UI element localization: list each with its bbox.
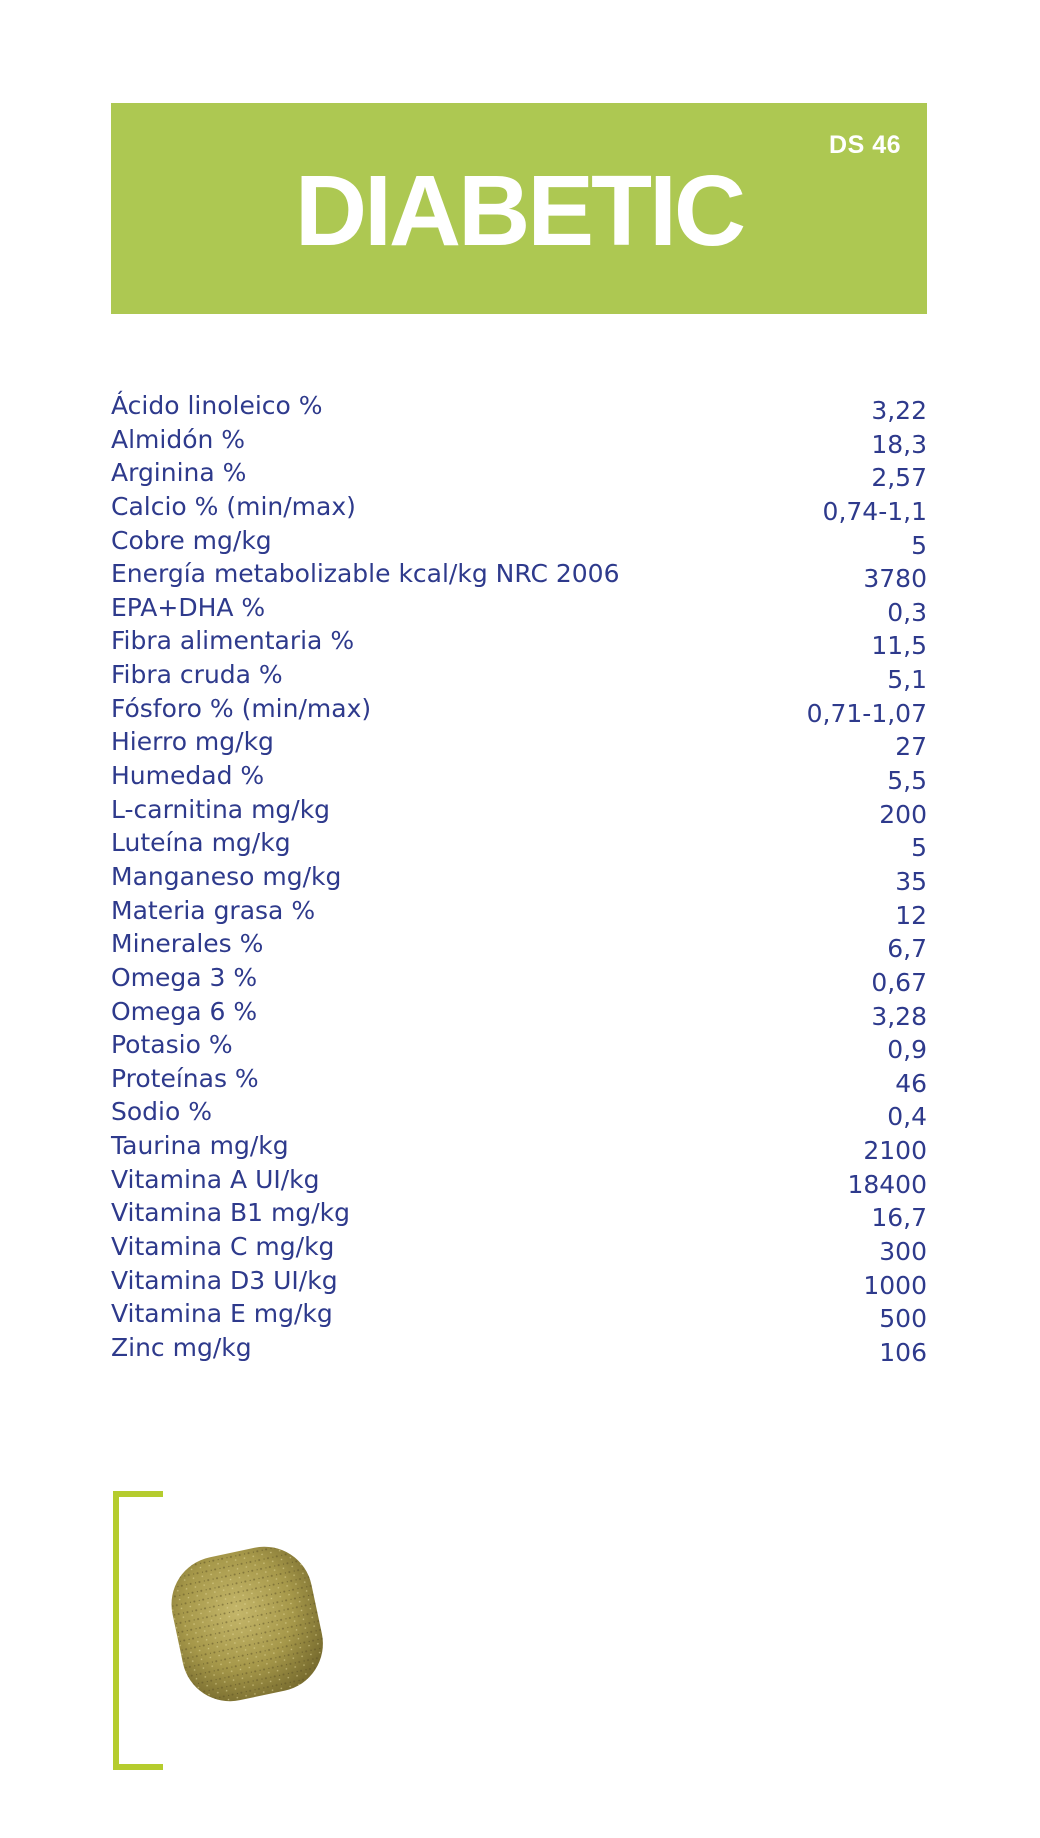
nutrient-value: 12 xyxy=(895,900,927,930)
nutrient-name: Humedad % xyxy=(111,761,265,791)
nutrient-row xyxy=(111,863,927,897)
nutrient-value: 2,57 xyxy=(871,463,927,493)
nutrient-row xyxy=(111,459,927,493)
nutrient-row xyxy=(111,1098,927,1132)
nutrient-value: 5 xyxy=(911,530,927,560)
nutrient-value: 106 xyxy=(879,1337,927,1367)
nutrient-name: Arginina % xyxy=(111,458,247,488)
nutrient-row xyxy=(111,829,927,863)
nutrient-value: 5,5 xyxy=(887,766,927,796)
nutrient-row xyxy=(111,762,927,796)
nutrient-value: 18400 xyxy=(847,1169,927,1199)
nutrient-name: Almidón % xyxy=(111,424,246,454)
nutrient-name: Fibra cruda % xyxy=(111,660,283,690)
nutrient-value: 3,22 xyxy=(871,396,927,425)
bracket-decoration xyxy=(111,1491,163,1770)
nutrient-name: Minerales % xyxy=(111,929,264,959)
nutrient-name: Omega 6 % xyxy=(111,996,258,1026)
nutrient-name: Proteínas % xyxy=(111,1063,259,1093)
nutrient-value: 3,28 xyxy=(871,1001,927,1031)
nutrient-row xyxy=(111,695,927,729)
nutrient-value: 5 xyxy=(911,833,927,863)
nutrient-row xyxy=(111,930,927,964)
nutrient-row xyxy=(111,1065,927,1099)
nutrient-row xyxy=(111,594,927,628)
nutrient-name: Vitamina D3 UI/kg xyxy=(111,1265,338,1295)
nutrient-value: 2100 xyxy=(863,1136,927,1166)
nutrient-value: 0,3 xyxy=(887,597,927,627)
nutrient-row xyxy=(111,1199,927,1233)
nutrient-row xyxy=(111,1334,927,1368)
nutrient-name: Fibra alimentaria % xyxy=(111,626,355,656)
nutrient-name: Vitamina E mg/kg xyxy=(111,1299,333,1329)
nutrient-value: 27 xyxy=(895,732,927,762)
nutrient-row xyxy=(111,527,927,561)
nutrient-name: Zinc mg/kg xyxy=(111,1332,252,1362)
nutrient-name: Manganeso mg/kg xyxy=(111,861,342,891)
nutrient-row xyxy=(111,1031,927,1065)
nutrient-value: 35 xyxy=(895,866,927,896)
nutrient-name: Ácido linoleico % xyxy=(111,391,323,420)
nutrient-value: 16,7 xyxy=(871,1203,927,1233)
nutrient-value: 18,3 xyxy=(871,429,927,459)
nutrient-row xyxy=(111,661,927,695)
nutrient-value: 500 xyxy=(879,1304,927,1334)
nutrient-value: 0,74-1,1 xyxy=(822,496,927,526)
nutrient-name: Sodio % xyxy=(111,1097,212,1127)
nutrient-value: 3780 xyxy=(863,564,927,594)
nutrient-name: Fósforo % (min/max) xyxy=(111,693,372,723)
nutrient-name: Energía metabolizable kcal/kg NRC 2006 xyxy=(111,559,620,589)
nutrient-name: Vitamina C mg/kg xyxy=(111,1232,335,1262)
nutrient-row xyxy=(111,897,927,931)
nutrient-row xyxy=(111,964,927,998)
header-band xyxy=(111,103,927,314)
nutrient-row xyxy=(111,1132,927,1166)
nutrient-value: 46 xyxy=(895,1068,927,1098)
nutrient-name: EPA+DHA % xyxy=(111,592,266,622)
nutrient-name: Calcio % (min/max) xyxy=(111,491,356,521)
nutrient-row xyxy=(111,392,927,426)
nutrient-row xyxy=(111,1300,927,1334)
nutrient-value: 11,5 xyxy=(871,631,927,661)
product-title: DIABETIC xyxy=(294,155,744,267)
product-code: DS 46 xyxy=(829,131,901,159)
nutrient-value: 5,1 xyxy=(887,665,927,695)
nutrient-table xyxy=(111,392,927,1368)
nutrient-value: 0,67 xyxy=(871,967,927,997)
nutrient-name: Luteína mg/kg xyxy=(111,828,291,858)
nutrient-row xyxy=(111,1233,927,1267)
nutrient-name: Vitamina B1 mg/kg xyxy=(111,1198,351,1228)
nutrient-value: 0,71-1,07 xyxy=(806,698,927,728)
nutrient-name: Omega 3 % xyxy=(111,962,258,992)
nutrient-value: 1000 xyxy=(863,1270,927,1300)
nutrient-value: 0,9 xyxy=(887,1035,927,1065)
nutrient-value: 6,7 xyxy=(887,934,927,964)
nutrient-name: L-carnitina mg/kg xyxy=(111,794,331,824)
nutrient-value: 200 xyxy=(879,799,927,829)
nutrient-name: Taurina mg/kg xyxy=(111,1131,289,1161)
kibble-image xyxy=(162,1535,332,1710)
nutrient-name: Potasio % xyxy=(111,1030,233,1060)
nutrient-row xyxy=(111,1166,927,1200)
nutrient-value: 300 xyxy=(879,1237,927,1267)
nutrient-name: Vitamina A UI/kg xyxy=(111,1164,320,1194)
nutrient-row xyxy=(111,627,927,661)
nutrient-name: Cobre mg/kg xyxy=(111,525,272,555)
nutrient-row xyxy=(111,998,927,1032)
nutrient-row xyxy=(111,796,927,830)
nutrient-name: Materia grasa % xyxy=(111,895,316,925)
nutrient-value: 0,4 xyxy=(887,1102,927,1132)
nutrient-row xyxy=(111,493,927,527)
nutrient-row xyxy=(111,426,927,460)
nutrient-row xyxy=(111,728,927,762)
nutrient-row xyxy=(111,560,927,594)
nutrient-name: Hierro mg/kg xyxy=(111,727,274,757)
nutrient-row xyxy=(111,1267,927,1301)
